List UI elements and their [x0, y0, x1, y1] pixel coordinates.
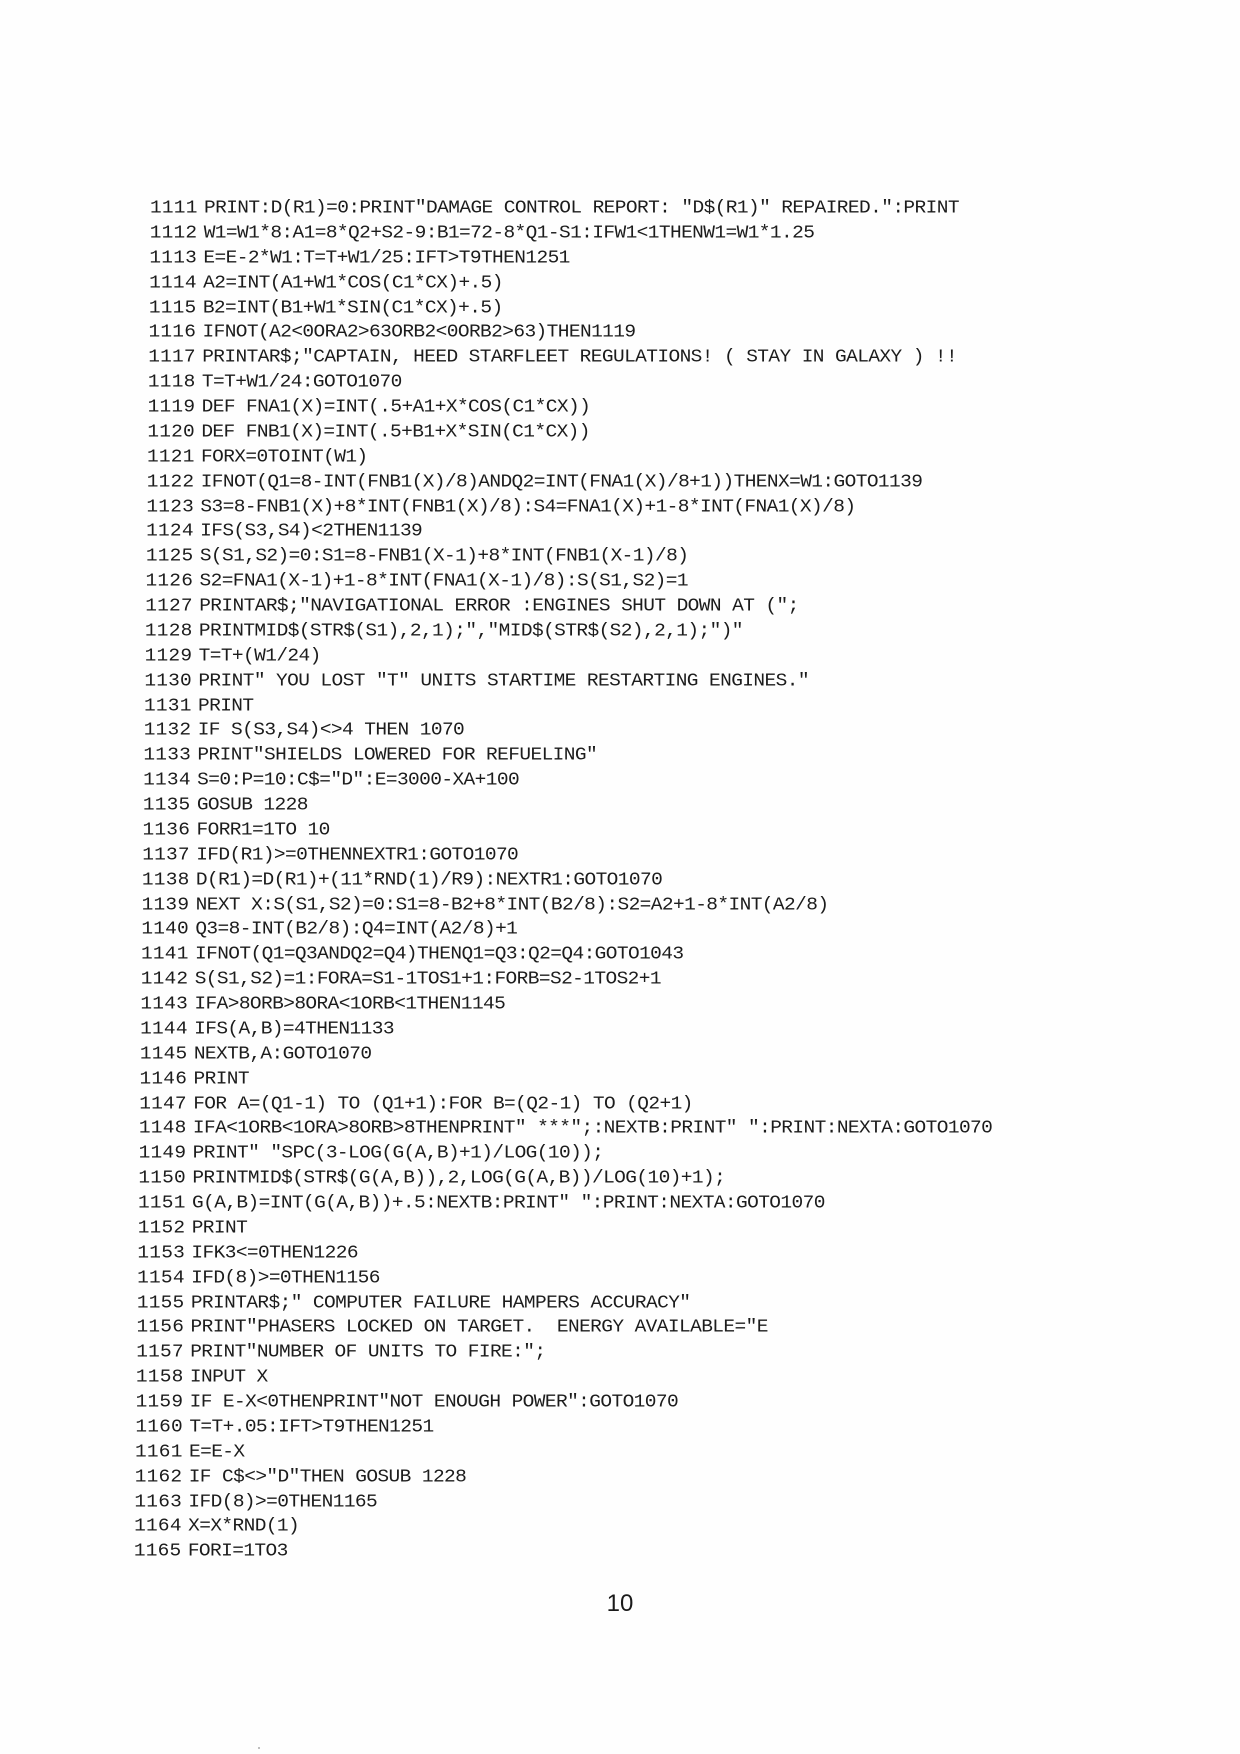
code-line — [148, 346, 1210, 369]
line-number: 1161 — [135, 1441, 183, 1463]
line-number: 1144 — [140, 1018, 188, 1040]
code-line — [147, 421, 1210, 444]
code-line — [144, 694, 1210, 717]
line-number: 1129 — [144, 645, 193, 667]
line-code: PRINTAR$;" COMPUTER FAILURE HAMPERS ACCURACY" — [190, 1292, 691, 1313]
code-line — [138, 1192, 1210, 1215]
line-code: S2=FNA1(X-1)+1-8*INT(FNA1(X-1)/8):S(S1,S2)=1 — [199, 570, 688, 592]
line-code: FORX=0TOINT(W1) — [201, 446, 368, 468]
code-line — [149, 296, 1210, 319]
line-code: W1=W1*8:A1=8*Q2+S2-9:B1=72-8*Q1-S1:IFW1<1THENW1=W1*1.25 — [203, 222, 815, 244]
line-number: 1132 — [143, 720, 192, 741]
line-number: 1152 — [137, 1217, 186, 1239]
line-number: 1139 — [141, 894, 190, 915]
line-code: NEXTB,A:GOTO1070 — [193, 1043, 372, 1065]
code-line — [148, 396, 1210, 419]
code-line — [135, 1441, 1210, 1464]
line-code: IF E-X<0THENPRINT"NOT ENOUGH POWER":GOTO1070 — [189, 1391, 679, 1413]
line-code: PRINT" "SPC(3-LOG(G(A,B)+1)/LOG(10)); — [192, 1143, 604, 1164]
line-code: PRINTMID$(STR$(S1),2,1);","MID$(STR$(S2),2,1);")" — [198, 620, 743, 642]
code-line — [138, 1217, 1210, 1240]
code-line — [141, 943, 1210, 966]
line-code: IFS(A,B)=4THEN1133 — [194, 1018, 394, 1040]
line-number: 1153 — [137, 1242, 186, 1264]
line-number: 1113 — [149, 247, 198, 269]
line-code: D(R1)=D(R1)+(11*RND(1)/R9):NEXTR1:GOTO1070 — [195, 869, 663, 890]
code-line — [145, 620, 1210, 643]
line-code: T=T+.05:IFT>T9THEN1251 — [189, 1416, 434, 1438]
line-number: 1122 — [146, 471, 195, 492]
line-number: 1135 — [142, 794, 191, 816]
line-number: 1119 — [147, 396, 196, 418]
code-line — [148, 371, 1210, 394]
line-number: 1162 — [134, 1466, 183, 1487]
line-number: 1133 — [143, 745, 192, 766]
line-code: INPUT X — [189, 1366, 268, 1388]
line-code: PRINT:D(R1)=0:PRINT"DAMAGE CONTROL REPORT: "D$(R1)" REPAIRED.":PRINT — [204, 197, 959, 219]
code-line — [140, 1043, 1210, 1066]
code-line — [149, 321, 1211, 344]
line-number: 1143 — [140, 993, 189, 1015]
code-line — [143, 744, 1210, 767]
line-number: 1146 — [139, 1068, 188, 1089]
code-line — [136, 1366, 1210, 1389]
code-line — [139, 1142, 1210, 1165]
line-number: 1126 — [145, 570, 194, 592]
code-line — [135, 1465, 1210, 1488]
line-number: 1125 — [145, 546, 194, 567]
line-code: IFK3<=0THEN1226 — [191, 1242, 358, 1264]
line-code: Q3=8-INT(B2/8):Q4=INT(A2/8)+1 — [195, 919, 518, 940]
line-code: PRINT — [193, 1068, 250, 1089]
line-number: 1116 — [148, 322, 197, 343]
line-code: T=T+(W1/24) — [198, 645, 321, 667]
code-line — [136, 1341, 1210, 1364]
line-number: 1111 — [150, 197, 198, 219]
code-line — [137, 1291, 1210, 1314]
line-number: 1131 — [144, 695, 192, 716]
line-code: S=0:P=10:C$="D":E=3000-XA+100 — [197, 769, 520, 791]
line-code: IF C$<>"D"THEN GOSUB 1228 — [188, 1466, 467, 1487]
code-line — [135, 1416, 1210, 1439]
code-line — [143, 769, 1210, 792]
code-line — [138, 1167, 1210, 1190]
code-line — [147, 446, 1210, 469]
code-line — [143, 794, 1210, 817]
line-code: A2=INT(A1+W1*COS(C1*CX)+.5) — [203, 272, 503, 293]
line-code: IFNOT(Q1=8-INT(FNB1(X)/8)ANDQ2=INT(FNA1(X)/8+1))THENX=W1:GOTO1139 — [200, 471, 923, 492]
line-code: GOSUB 1228 — [196, 794, 308, 816]
code-line — [146, 520, 1210, 543]
code-line — [143, 819, 1211, 842]
code-line — [149, 247, 1210, 270]
code-line — [139, 1092, 1210, 1115]
line-code: IFD(R1)>=0THENNEXTR1:GOTO1070 — [196, 844, 519, 866]
page-number: 10 — [606, 1590, 634, 1617]
line-code: FORI=1TO3 — [187, 1541, 288, 1562]
code-line — [147, 470, 1210, 493]
line-number: 1114 — [149, 272, 197, 293]
code-line — [134, 1540, 1210, 1563]
line-code: IFD(8)>=0THEN1156 — [191, 1267, 380, 1288]
line-number: 1160 — [135, 1416, 183, 1438]
line-number: 1137 — [142, 844, 190, 866]
line-number: 1147 — [139, 1093, 187, 1114]
line-code: IFA>8ORB>8ORA<1ORB<1THEN1145 — [194, 993, 506, 1015]
code-line — [137, 1266, 1210, 1289]
code-line — [149, 271, 1210, 294]
line-code: PRINT" YOU LOST "T" UNITS STARTIME RESTARTING ENGINES." — [198, 670, 809, 691]
line-number: 1123 — [146, 496, 195, 517]
line-number: 1140 — [141, 919, 189, 940]
line-number: 1124 — [146, 521, 194, 542]
line-code: PRINTMID$(STR$(G(A,B)),2,LOG(G(A,B))/LOG(10)+1); — [192, 1167, 726, 1189]
line-number: 1155 — [136, 1292, 185, 1313]
line-number: 1165 — [133, 1541, 182, 1562]
line-number: 1120 — [147, 421, 195, 443]
line-code: S3=8-FNB1(X)+8*INT(FNB1(X)/8):S4=FNA1(X)+1-8*INT(FNA1(X)/8) — [200, 496, 856, 517]
line-code: S(S1,S2)=1:FORA=S1-1TOS1+1:FORB=S2-1TOS2+1 — [194, 968, 661, 990]
code-line — [150, 197, 1210, 220]
code-line — [137, 1242, 1210, 1265]
line-number: 1141 — [141, 944, 189, 965]
line-code: PRINTAR$;"NAVIGATIONAL ERROR :ENGINES SHUT DOWN AT ("; — [199, 595, 799, 617]
code-line — [145, 595, 1210, 618]
line-code: FORR1=1TO 10 — [196, 819, 330, 841]
line-number: 1127 — [145, 595, 193, 617]
line-number: 1142 — [140, 968, 189, 990]
line-number: 1164 — [134, 1516, 182, 1537]
code-line — [142, 893, 1210, 916]
line-number: 1121 — [147, 446, 195, 468]
line-code: IFA<1ORB<1ORA>8ORB>8THENPRINT" ***";:NEXTB:PRINT" ":PRINT:NEXTA:GOTO1070 — [192, 1118, 993, 1139]
line-number: 1149 — [138, 1143, 187, 1164]
code-line — [150, 222, 1210, 245]
line-code: IF S(S3,S4)<>4 THEN 1070 — [197, 720, 465, 741]
line-number: 1112 — [149, 222, 198, 244]
code-line — [134, 1490, 1210, 1513]
line-number: 1148 — [138, 1118, 187, 1139]
code-line — [146, 495, 1210, 518]
line-number: 1115 — [148, 297, 197, 318]
code-line — [134, 1515, 1210, 1538]
line-number: 1118 — [147, 371, 196, 393]
line-code: X=X*RND(1) — [188, 1516, 300, 1537]
line-code: E=E-2*W1:T=T+W1/25:IFT>T9THEN1251 — [203, 247, 570, 269]
line-code: E=E-X — [189, 1441, 245, 1463]
line-code: S(S1,S2)=0:S1=8-FNB1(X-1)+8*INT(FNB1(X-1)/8) — [199, 546, 689, 567]
line-code: IFNOT(Q1=Q3ANDQ2=Q4)THENQ1=Q3:Q2=Q4:GOTO1043 — [195, 944, 684, 965]
code-line — [141, 918, 1210, 941]
line-number: 1145 — [139, 1043, 188, 1065]
code-line — [144, 669, 1210, 692]
line-code: T=T+W1/24:GOTO1070 — [201, 371, 402, 393]
code-line — [146, 545, 1210, 568]
line-code: PRINT — [198, 695, 254, 716]
line-number: 1154 — [137, 1267, 185, 1288]
line-number: 1138 — [141, 869, 190, 890]
line-number: 1128 — [144, 620, 193, 642]
code-line — [146, 570, 1211, 593]
code-line — [141, 968, 1210, 991]
line-code: PRINT"PHASERS LOCKED ON TARGET. ENERGY AVAILABLE="E — [190, 1317, 768, 1338]
line-number: 1151 — [138, 1192, 186, 1214]
line-code: B2=INT(B1+W1*SIN(C1*CX)+.5) — [202, 297, 503, 318]
code-line — [136, 1391, 1210, 1414]
line-code: FOR A=(Q1-1) TO (Q1+1):FOR B=(Q2-1) TO (Q2+1) — [193, 1093, 693, 1114]
line-code: PRINTAR$;"CAPTAIN, HEED STARFLEET REGULATIONS! ( STAY IN GALAXY ) !! — [202, 347, 958, 368]
line-code: G(A,B)=INT(G(A,B))+.5:NEXTB:PRINT" ":PRINT:NEXTA:GOTO1070 — [192, 1192, 825, 1214]
line-number: 1158 — [135, 1366, 184, 1388]
line-code: DEF FNB1(X)=INT(.5+B1+X*SIN(C1*CX)) — [201, 421, 590, 443]
code-line — [140, 1018, 1210, 1041]
scan-speck — [258, 1747, 260, 1749]
line-code: NEXT X:S(S1,S2)=0:S1=8-B2+8*INT(B2/8):S2=A2+1-8*INT(A2/8) — [195, 894, 829, 915]
code-line — [145, 645, 1210, 668]
line-number: 1134 — [143, 769, 191, 791]
line-code: IFD(8)>=0THEN1165 — [188, 1491, 378, 1512]
code-line — [144, 719, 1210, 742]
line-code: PRINT"NUMBER OF UNITS TO FIRE:"; — [190, 1342, 546, 1363]
line-code: PRINT"SHIELDS LOWERED FOR REFUELING" — [197, 745, 598, 766]
line-code: PRINT — [191, 1217, 248, 1239]
line-number: 1150 — [138, 1167, 186, 1189]
line-number: 1163 — [134, 1491, 183, 1512]
basic-program-listing — [133, 196, 1210, 1564]
line-number: 1130 — [144, 670, 192, 691]
line-number: 1136 — [142, 819, 191, 841]
code-line — [137, 1316, 1211, 1339]
code-line — [142, 844, 1210, 867]
line-number: 1156 — [136, 1317, 185, 1338]
line-code: DEF FNA1(X)=INT(.5+A1+X*COS(C1*CX)) — [201, 396, 591, 418]
line-number: 1117 — [148, 347, 196, 368]
line-number: 1159 — [135, 1391, 184, 1413]
code-line — [140, 993, 1210, 1016]
code-line — [140, 1067, 1211, 1090]
line-code: IFNOT(A2<0ORA2>63ORB2<0ORB2>63)THEN1119 — [202, 322, 636, 343]
line-number: 1157 — [136, 1342, 184, 1363]
code-line — [142, 868, 1210, 891]
code-line — [139, 1117, 1210, 1140]
line-code: IFS(S3,S4)<2THEN1139 — [200, 521, 423, 542]
